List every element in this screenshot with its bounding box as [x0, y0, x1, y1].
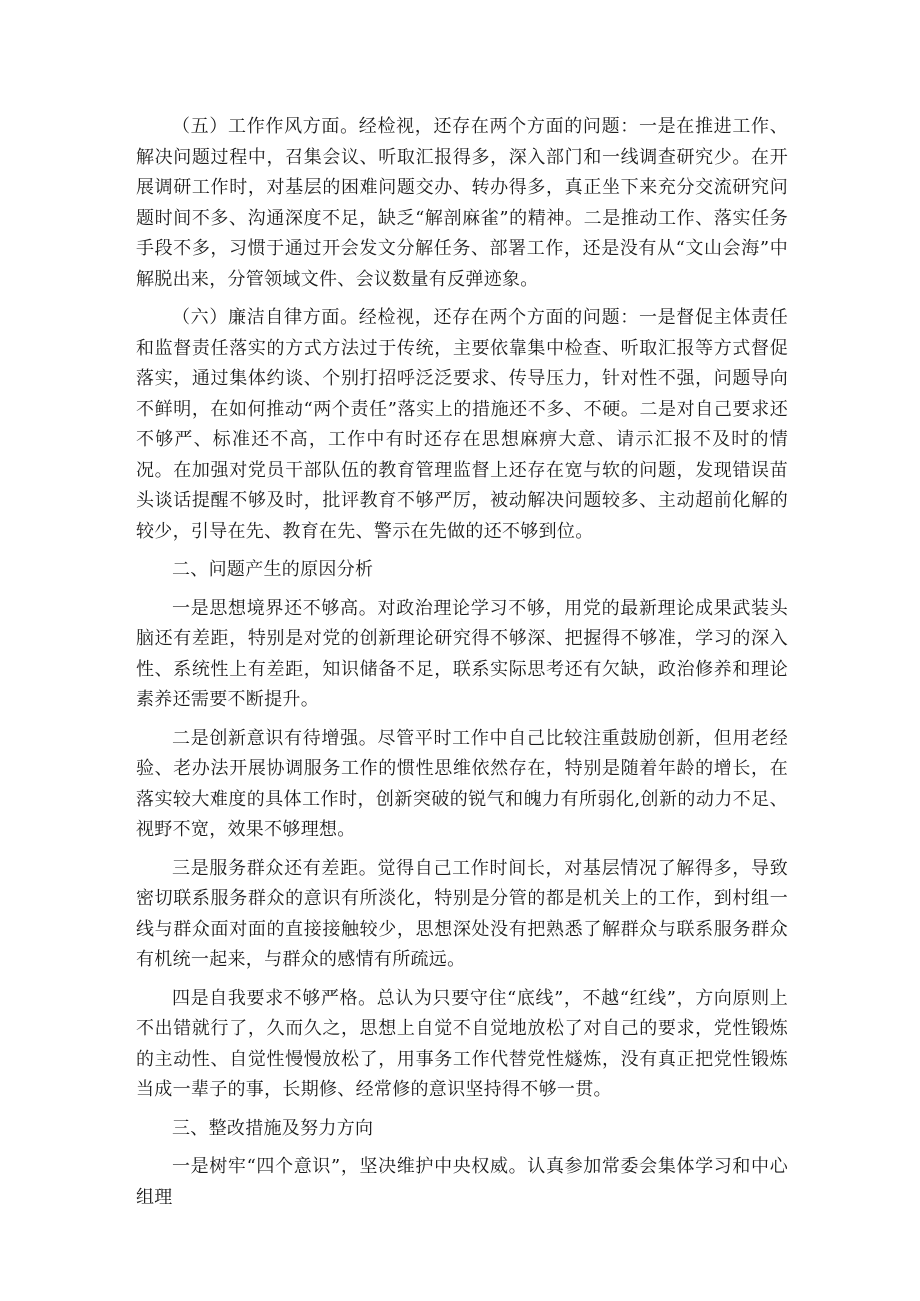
- paragraph-integrity: （六）廉洁自律方面。经检视，还存在两个方面的问题：一是督促主体责任和监督责任落实的方式方法过于传统，主要依靠集中检查、听取汇报等方式督促落实，通过集体约谈、个别打招呼泛泛要求、传导压力，针对性不强，问题导向不鲜明，在如何推动“两个责任”落实上的措施还不多、不硬。二是对自己要求还不够严、标准还不高，工作中有时还存在思想麻痹大意、请示汇报不及时的情况。在加强对党员干部队伍的教育管理监督上还存在宽与软的问题，发现错误苗头谈话提醒不够及时，批评教育不够严厉，被动解决问题较多、主动超前化解的较少，引导在先、教育在先、警示在先做的还不够到位。: [136, 307, 788, 542]
- paragraph-cause-ideology: 一是思想境界还不够高。对政治理论学习不够，用党的最新理论成果武装头脑还有差距，特别是对党的创新理论研究得不够深、把握得不够准，学习的深入性、系统性上有差距，知识储备不足，联系实际思考还有欠缺，政治修养和理论素养还需要不断提升。: [136, 597, 788, 710]
- document-body: [136, 112, 788, 1221]
- paragraph-cause-innovation: 二是创新意识有待增强。尽管平时工作中自己比较注重鼓励创新，但用老经验、老办法开展协调服务工作的惯性思维依然存在，特别是随着年龄的增长，在落实较大难度的具体工作时，创新突破的锐气和魄力有所弱化,创新的动力不足、视野不宽，效果不够理想。: [136, 727, 788, 840]
- section-heading-cause-analysis: 二、问题产生的原因分析: [172, 559, 374, 580]
- paragraph-cause-service: 三是服务群众还有差距。觉得自己工作时间长，对基层情况了解得多，导致密切联系服务群众的意识有所淡化，特别是分管的都是机关上的工作，到村组一线与群众面对面的直接接触较少，思想深处没有把熟悉了解群众与联系服务群众有机统一起来，与群众的感情有所疏远。: [136, 857, 788, 970]
- paragraph-rectification-first: 一是树牢“四个意识”，坚决维护中央权威。认真参加常委会集体学习和中心组理: [136, 1156, 788, 1208]
- section-heading-rectification: 三、整改措施及努力方向: [172, 1117, 374, 1139]
- paragraph-cause-self-discipline: 四是自我要求不够严格。总认为只要守住“底线”，不越“红线”，方向原则上不出错就行了，久而久之，思想上自觉不自觉地放松了对自己的要求，党性锻炼的主动性、自觉性慢慢放松了，用事务工作代替党性燧炼，没有真正把党性锻炼当成一辈子的事，长期修、经常修的意识坚持得不够一贯。: [136, 987, 788, 1100]
- paragraph-work-style: （五）工作作风方面。经检视，还存在两个方面的问题：一是在推进工作、解决问题过程中，召集会议、听取汇报得多，深入部门和一线调查研究少。在开展调研工作时，对基层的困难问题交办、转办得多，真正坐下来充分交流研究问题时间不多、沟通深度不足，缺乏“解剖麻雀”的精神。二是推动工作、落实任务手段不多，习惯于通过开会发文分解任务、部署工作，还是没有从“文山会海”中解脱出来，分管领域文件、会议数量有反弹迹象。: [136, 116, 788, 290]
